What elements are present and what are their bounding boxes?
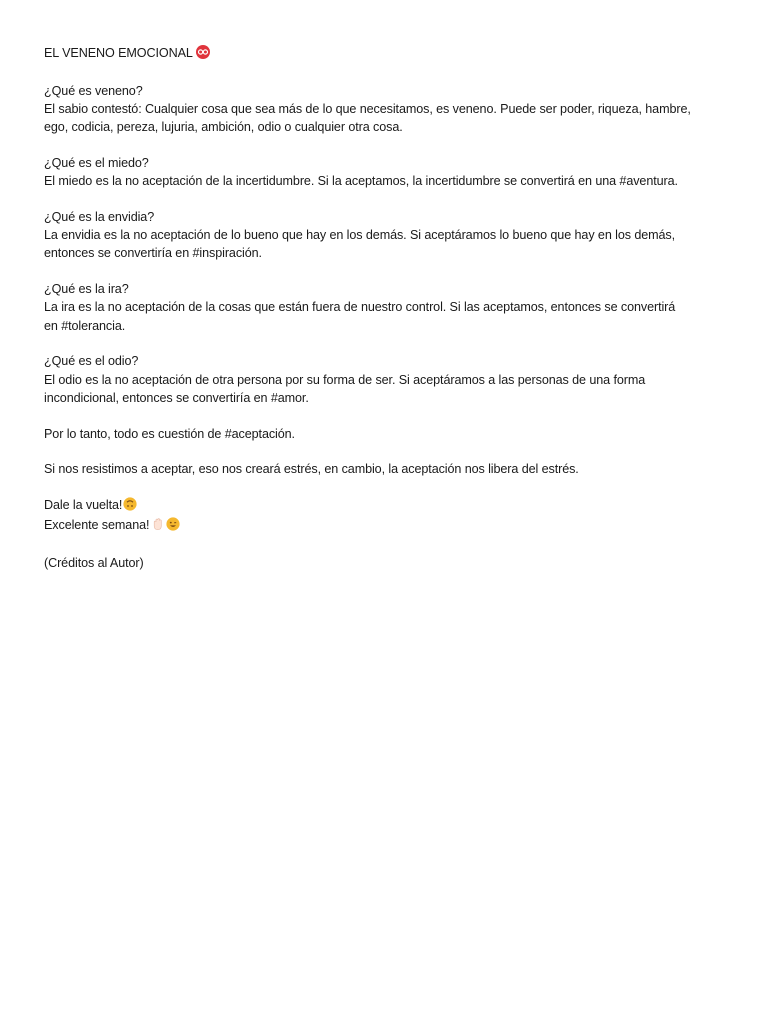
section-text-line: entonces se convertiría en #inspiración. [44,246,262,261]
credits-block [44,554,724,572]
section-ira [44,280,724,335]
document-title-line [44,44,724,64]
section-question: ¿Qué es la ira? [44,282,129,297]
upside-down-face-emoji-icon [123,497,137,516]
conclusion-block [44,425,724,443]
section-text-line: El miedo es la no aceptación de la incertidumbre. Si la aceptamos, la incertidumbre se convertirá en una #aventura. [44,174,678,189]
section-text-line: en #tolerancia. [44,318,126,333]
closing-block [44,496,724,536]
section-question: ¿Qué es el miedo? [44,156,149,170]
section-text-line: incondicional, entonces se convertiría en #amor. [44,390,309,405]
document-title: EL VENENO EMOCIONAL [44,46,193,60]
section-text-line: La envidia es la no aceptación de lo bueno que hay en los demás. Si aceptáramos lo bueno que hay en los demás, [44,228,676,243]
section-odio [44,352,724,407]
stress-block [44,460,724,478]
conclusion-text: Por lo tanto, todo es cuestión de #aceptación. [44,426,295,441]
section-question: ¿Qué es el odio? [44,354,139,369]
section-text-line: La ira es la no aceptación de la cosas que están fuera de nuestro control. Si las aceptamos, entonces se convertirá [44,300,676,315]
credits-text: (Créditos al Autor) [44,556,144,571]
title-block [44,44,724,64]
red-circle-glasses-icon [196,45,210,64]
section-miedo [44,154,724,190]
winking-face-emoji-icon [166,517,180,536]
waving-hand-emoji-icon [151,517,165,536]
closing-line-2 [44,516,724,536]
section-question: ¿Qué es veneno? [44,83,143,98]
section-envidia [44,208,724,263]
section-question: ¿Qué es la envidia? [44,210,155,224]
section-text-line: ego, codicia, pereza, lujuria, ambición, odio o cualquier otra cosa. [44,120,403,135]
section-text-line: El sabio contestó: Cualquier cosa que sea más de lo que necesitamos, es veneno. Puede ser poder, riqueza, hambre, [44,102,691,116]
closing-text-2: Excelente semana! [44,518,150,533]
closing-text-1: Dale la vuelta! [44,498,123,513]
closing-line-1 [44,496,724,516]
section-veneno [44,82,724,137]
stress-text: Si nos resistimos a aceptar, eso nos creará estrés, en cambio, la aceptación nos libera del estrés. [44,462,579,477]
section-text-line: El odio es la no aceptación de otra persona por su forma de ser. Si aceptáramos a las personas de una forma [44,372,646,387]
document-page [44,44,724,590]
